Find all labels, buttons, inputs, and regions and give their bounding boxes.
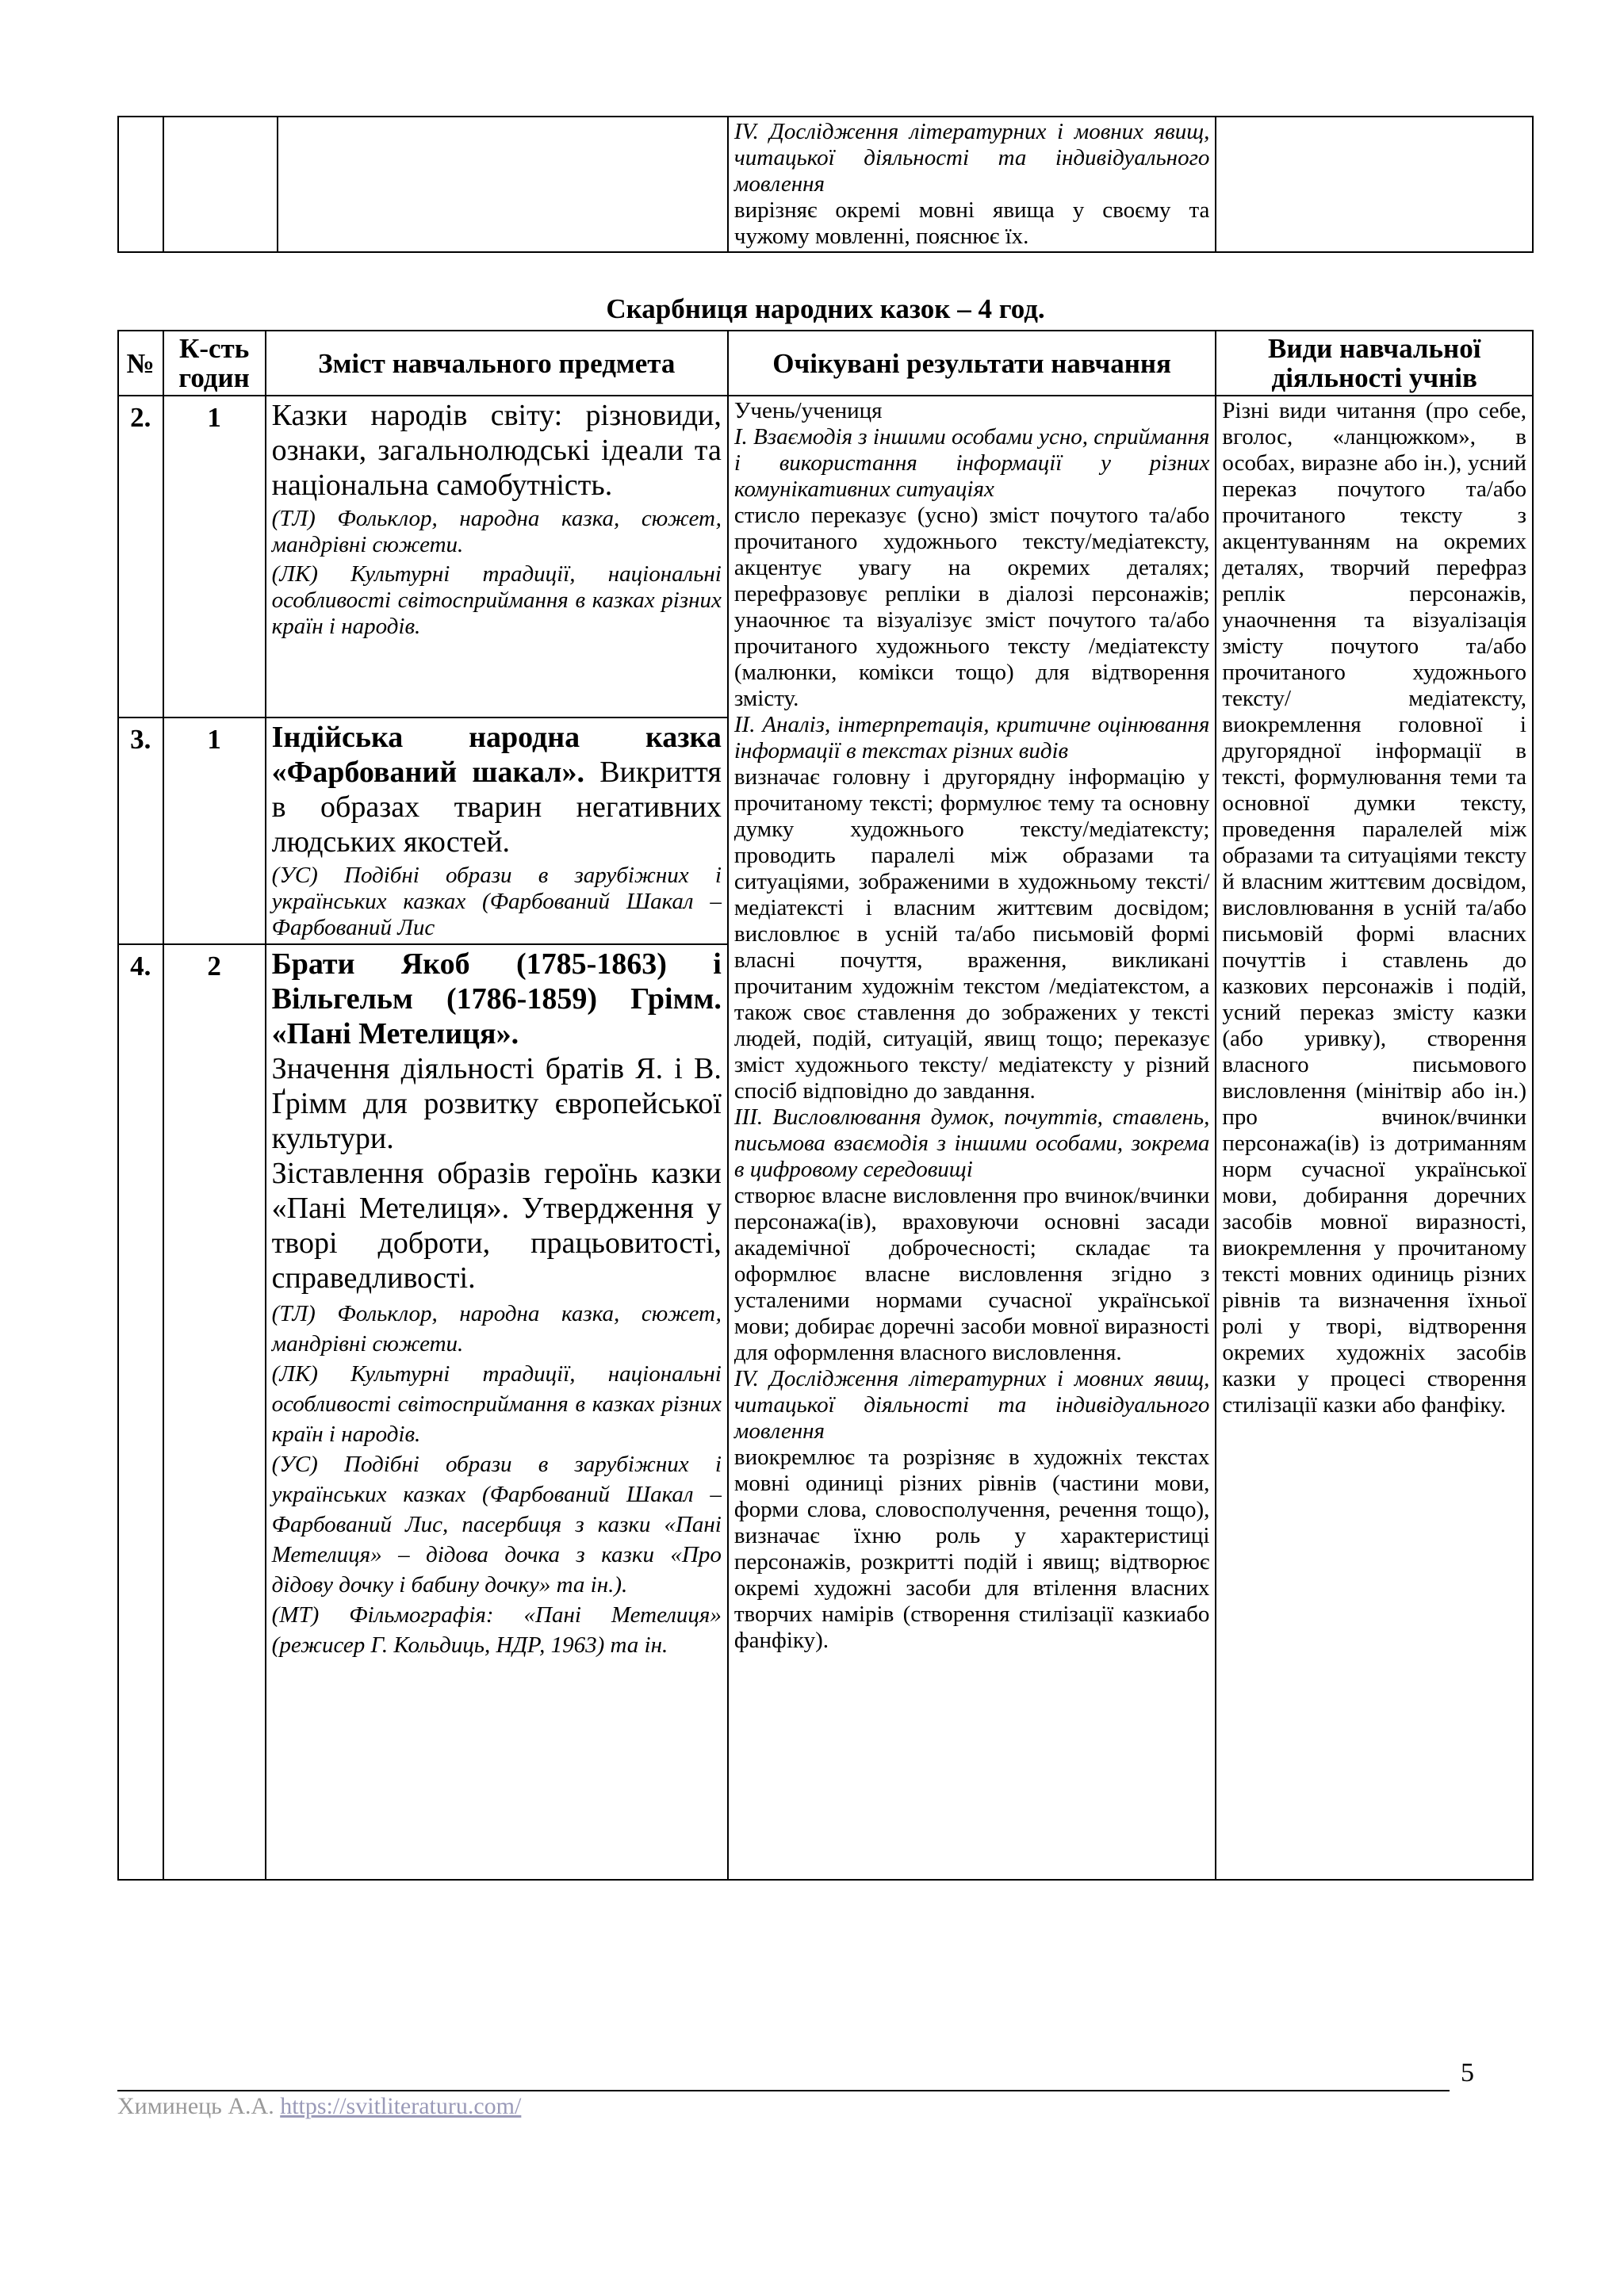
row-hours: 1 <box>163 396 266 718</box>
header-row <box>118 331 1533 396</box>
header-num: № <box>118 331 163 396</box>
comparison-note: (УС) Подібні образи в зарубіжних і українських казках (Фарбований Шакал – Фарбований Лис <box>271 863 722 940</box>
header-content: Зміст навчального предмета <box>266 331 728 396</box>
topic-text: Казки народів світу: різновиди, ознаки, загальнолюдські ідеали та національна самобутність. <box>271 399 722 502</box>
header-activities: Види навчальної діяльності учнів <box>1216 331 1533 396</box>
result-text: стисло переказує (усно) зміст почутого та/або прочитаного художнього тексту/медіатексту, акцентує увагу на окремих деталях; перефразовує репліки в діалозі персонажів; унаочнює та візуалізує зміст почутого та/або прочитаного художнього тексту /медіатексту (малюнки, комікси тощо) для відтворення змісту. <box>733 503 1210 711</box>
culture-note: (ЛК) Культурні традиції, національні особливості світосприймання в казках різних країн і народів. <box>271 1361 722 1447</box>
section-title: Скарбниця народних казок – 4 год. <box>606 293 1045 324</box>
activities-text: Різні види читання (про себе, вголос, «ланцюжком», в особах, виразне або ін.), усний переказ почутого та/або прочитаного тексту з акцентуванням на окремих деталях, творчий перефраз реплік персонажів, унаочнення та візуалізація змісту почутого та/або прочитаного художнього тексту/ медіатексту, виокремлення головної і другорядної інформації в тексті, формулювання теми та основної думки тексту, проведення паралелей між образами та ситуаціями тексту й власним життєвим досвідом, висловлювання в усній та/або письмовій формі власних почуттів і ставлень до казкових персонажів і подій, усний переказ змісту казки (або уривку), створення власного письмового висловлення (мінітвір або ін.) про вчинок/вчинки персонажа(ів) із дотриманням норм сучасної української мови, добирання доречних засобів мовної виразності, виокремлення у прочитаному тексті мовних одиниць різних рівнів та визначення їхньої ролі у творі, відтворення окремих художніх засобів казки у процесі створення стилізації казки або фанфіку. <box>1222 398 1526 1418</box>
theory-note: (ТЛ) Фольклор, народна казка, сюжет, мандрівні сюжети. <box>271 1301 722 1357</box>
empty-cell <box>118 117 163 252</box>
topic-text: Значення діяльності братів Я. і В. Ґрімм для розвитку європейської культури. <box>271 1052 722 1155</box>
continuation-table <box>117 116 1534 253</box>
footer-author: Химинець А.А. <box>117 2093 274 2119</box>
result-section-title: IV. Дослідження літературних і мовних явищ, читацької діяльності та індивідуального мовлення <box>733 119 1210 197</box>
footer-divider <box>117 2090 1450 2091</box>
curriculum-table <box>117 330 1534 1881</box>
row-number: 4. <box>118 944 163 1880</box>
comparison-note: (УС) Подібні образи в зарубіжних і українських казках (Фарбований Шакал – Фарбований Лис, пасербиця з казки «Пані Метелиця» – дідова дочка з казки «Про дідову дочку і бабину дочку» та ін.). <box>271 1452 722 1598</box>
table-row <box>118 396 1533 718</box>
content-cell <box>266 944 728 1880</box>
header-hours: К-сть годин <box>163 331 266 396</box>
topic-text: Зіставлення образів героїнь казки «Пані Метелиця». Утвердження у творі доброти, працьовитості, справедливості. <box>271 1157 722 1295</box>
row-hours: 1 <box>163 718 266 944</box>
result-section-title: II. Аналіз, інтерпретація, критичне оцінювання інформації в текстах різних видів <box>733 712 1210 763</box>
result-section-title: IV. Дослідження літературних і мовних явищ, читацької діяльності та індивідуального мовлення <box>733 1366 1210 1444</box>
results-intro: Учень/учениця <box>733 398 883 423</box>
result-text: визначає головну і другорядну інформацію у прочитаному тексті; формулює тему та основну думку художнього тексту/медіатексту; проводить паралелі між образами та ситуаціями, зображеними в художньому тексті/медіатексті і власним життєвим досвідом; висловлює в усній та/або письмовій формі власні почуття, враження, викликані прочитаним художнім текстом /медіатекстом, а також своє ставлення до зображених у тексті людей, подій, ситуацій, явищ тощо; переказує зміст художнього тексту/ медіатексту у різний спосіб відповідно до завдання. <box>733 764 1210 1104</box>
empty-cell <box>278 117 728 252</box>
topic-text: Викриття в образах тварин негативних людських якостей. <box>271 756 722 859</box>
result-text: виокремлює та розрізняє в художніх текстах мовні одиниці різних рівнів (частини мови, форми слова, словосполучення, речення тощо), визначає їхню роль у характеристиці персонажів, розкритті подій і явищ; відтворює окремі художні засоби для втілення власних творчих намірів (створення стилізації казкиабо фанфіку). <box>733 1445 1210 1653</box>
content-cell <box>266 396 728 718</box>
result-text: створює власне висловлення про вчинок/вчинки персонажа(ів), враховуючи основні засади академічної доброчесності; складає та оформлює власне висловлення згідно з усталеними нормами сучасної української мови; добирає доречні засоби мовної виразності для оформлення власного висловлення. <box>733 1183 1210 1365</box>
culture-note: (ЛК) Культурні традиції, національні особливості світосприймання в казках різних країн і народів. <box>271 561 722 639</box>
work-title: Брати Якоб (1785-1863) і Вільгельм (1786-1859) Грімм. «Пані Метелиця». <box>271 947 722 1050</box>
result-section-title: III. Висловлювання думок, почуттів, ставлень, письмова взаємодія з іншими особами, зокрема в цифровому середовищі <box>733 1104 1210 1182</box>
result-text: вирізняє окремі мовні явища у своєму та чужому мовленні, пояснює їх. <box>733 197 1210 249</box>
footer <box>117 2093 521 2120</box>
theory-note: (ТЛ) Фольклор, народна казка, сюжет, мандрівні сюжети. <box>271 506 722 557</box>
row-hours: 2 <box>163 944 266 1880</box>
results-cell <box>728 117 1216 252</box>
page-number: 5 <box>1461 2058 1474 2087</box>
empty-cell <box>1216 117 1533 252</box>
row-number: 2. <box>118 396 163 718</box>
row-number: 3. <box>118 718 163 944</box>
film-note: (МТ) Фільмографія: «Пані Метелиця» (режисер Г. Кольдиць, НДР, 1963) та ін. <box>271 1602 722 1658</box>
header-results: Очікувані результати навчання <box>728 331 1216 396</box>
results-cell <box>728 396 1216 1880</box>
content-cell <box>266 718 728 944</box>
result-section-title: I. Взаємодія з іншими особами усно, сприймання і використання інформації у різних комунікативних ситуаціях <box>733 424 1210 502</box>
footer-link[interactable]: https://svitliteraturu.com/ <box>280 2093 522 2119</box>
work-title: Індійська народна казка «Фарбований шакал». <box>271 721 722 789</box>
activities-cell <box>1216 396 1533 1880</box>
empty-cell <box>163 117 278 252</box>
